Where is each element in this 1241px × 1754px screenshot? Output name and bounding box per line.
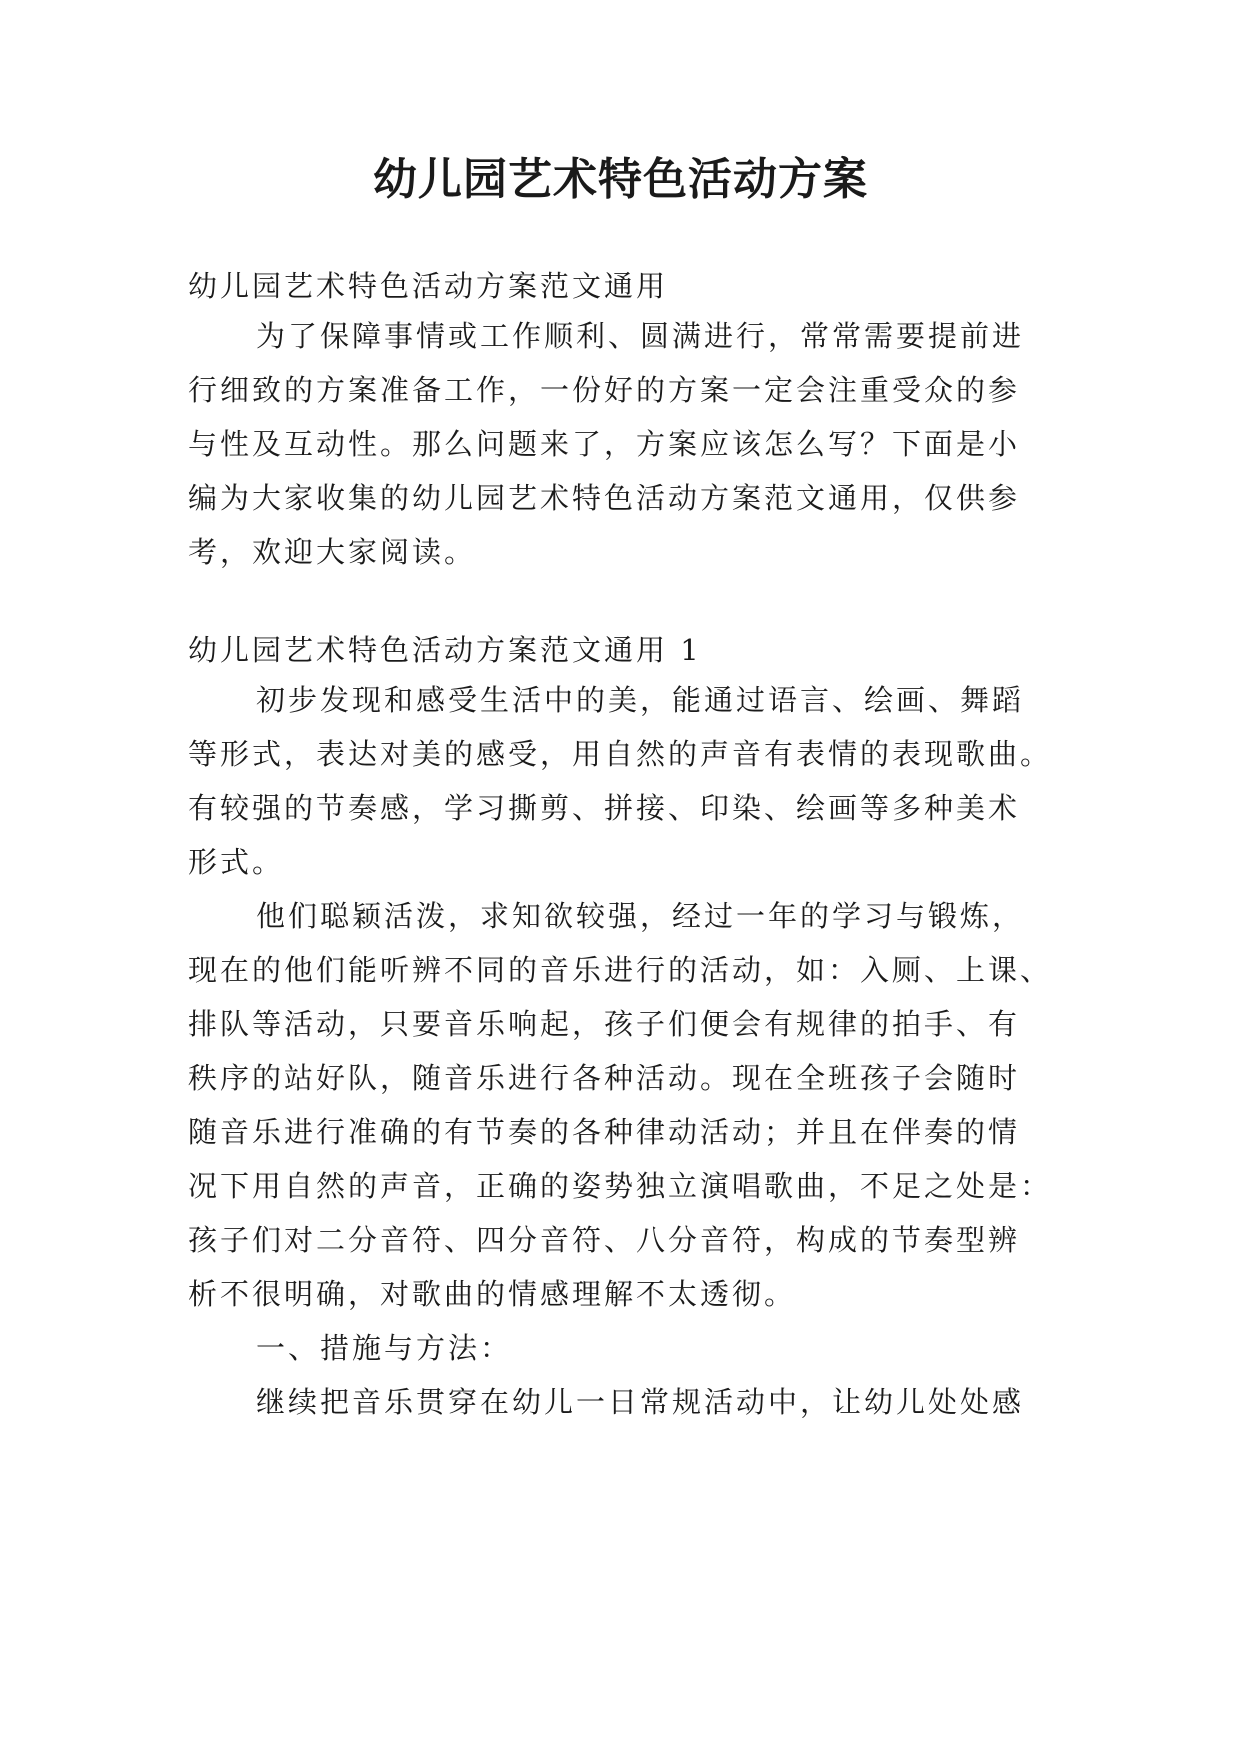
paragraph-line: 秩序的站好队，随音乐进行各种活动。现在全班孩子会随时: [188, 1061, 1021, 1095]
paragraph-line: 有较强的节奏感，学习撕剪、拼接、印染、绘画等多种美术: [188, 791, 1021, 825]
paragraph-line: 况下用自然的声音，正确的姿势独立演唱歌曲，不足之处是：: [188, 1169, 1053, 1203]
paragraph-line: 排队等活动，只要音乐响起，孩子们便会有规律的拍手、有: [188, 1007, 1021, 1041]
section-heading: 幼儿园艺术特色活动方案范文通用 1: [188, 633, 702, 667]
paragraph-line: 初步发现和感受生活中的美，能通过语言、绘画、舞蹈: [256, 683, 1025, 717]
paragraph-line: 考，欢迎大家阅读。: [188, 535, 477, 569]
paragraph-line: 为了保障事情或工作顺利、圆满进行，常常需要提前进: [256, 319, 1025, 353]
paragraph-line: 随音乐进行准确的有节奏的各种律动活动；并且在伴奏的情: [188, 1115, 1021, 1149]
paragraph-line: 继续把音乐贯穿在幼儿一日常规活动中，让幼儿处处感: [256, 1385, 1025, 1419]
paragraph-line: 等形式，表达对美的感受，用自然的声音有表情的表现歌曲。: [188, 737, 1053, 771]
paragraph-line: 现在的他们能听辨不同的音乐进行的活动，如：入厕、上课、: [188, 953, 1053, 987]
paragraph-line: 与性及互动性。那么问题来了，方案应该怎么写？下面是小: [188, 427, 1021, 461]
paragraph-line: 编为大家收集的幼儿园艺术特色活动方案范文通用，仅供参: [188, 481, 1021, 515]
paragraph-line: 析不很明确，对歌曲的情感理解不太透彻。: [188, 1277, 797, 1311]
document-title: 幼儿园艺术特色活动方案: [373, 154, 868, 205]
paragraph-line: 他们聪颖活泼，求知欲较强，经过一年的学习与锻炼，: [256, 899, 1025, 933]
subsection-heading: 一、措施与方法：: [256, 1331, 513, 1365]
paragraph-line: 形式。: [188, 845, 285, 879]
section-heading: 幼儿园艺术特色活动方案范文通用: [188, 269, 669, 303]
paragraph-line: 行细致的方案准备工作，一份好的方案一定会注重受众的参: [188, 373, 1021, 407]
paragraph-line: 孩子们对二分音符、四分音符、八分音符，构成的节奏型辨: [188, 1223, 1021, 1257]
